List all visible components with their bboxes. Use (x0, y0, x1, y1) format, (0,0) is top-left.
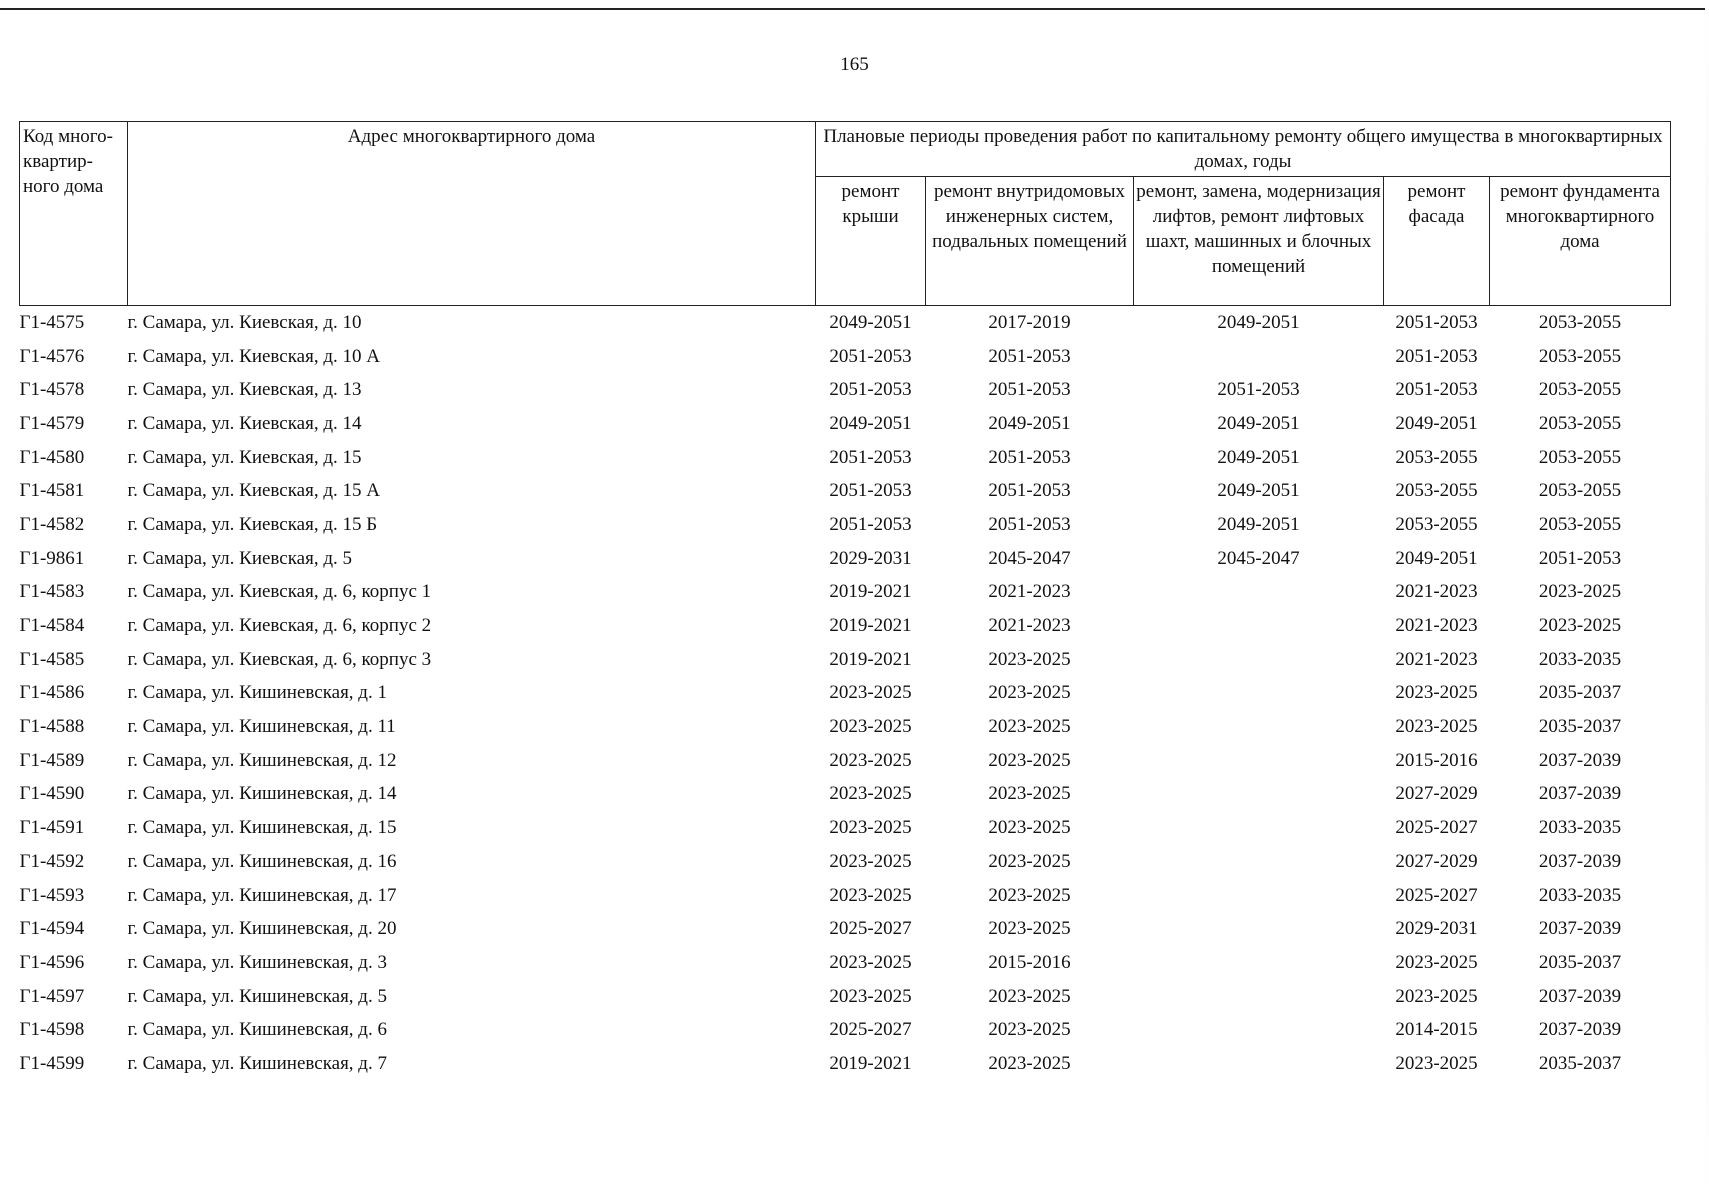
cell-facade: 2015-2016 (1395, 749, 1478, 771)
table-row (20, 407, 1671, 441)
table-row (20, 306, 1671, 340)
cell-address: г. Самара, ул. Кишиневская, д. 14 (127, 783, 397, 805)
cell-address: г. Самара, ул. Кишиневская, д. 1 (127, 682, 387, 704)
cell-address: г. Самара, ул. Киевская, д. 15 Б (127, 513, 378, 535)
cell-address: г. Самара, ул. Кишиневская, д. 5 (127, 985, 387, 1007)
cell-roof: 2029-2031 (829, 547, 912, 569)
cell-roof: 2049-2051 (829, 412, 912, 434)
cell-code: Г1-4576 (19, 345, 85, 367)
cell-code: Г1-4596 (19, 951, 85, 973)
cell-elevators (1134, 778, 1384, 812)
cell-code: Г1-4581 (19, 480, 85, 502)
cell-foundation: 2037-2039 (1538, 749, 1622, 771)
table-row (20, 710, 1671, 744)
cell-engineering: 2023-2025 (988, 1052, 1071, 1074)
cell-code: Г1-4579 (19, 412, 85, 434)
cell-code: Г1-4590 (19, 783, 85, 805)
cell-address: г. Самара, ул. Киевская, д. 13 (127, 379, 362, 401)
cell-facade: 2053-2055 (1395, 513, 1478, 535)
cell-facade: 2049-2051 (1395, 412, 1478, 434)
table-row (20, 373, 1671, 407)
cell-address: г. Самара, ул. Киевская, д. 14 (127, 412, 362, 434)
cell-foundation: 2037-2039 (1538, 850, 1622, 872)
cell-roof: 2051-2053 (829, 513, 912, 535)
cell-foundation: 2035-2037 (1538, 716, 1622, 738)
table-row (20, 542, 1671, 576)
cell-facade: 2051-2053 (1395, 311, 1478, 333)
cell-address: г. Самара, ул. Киевская, д. 6, корпус 1 (127, 581, 432, 603)
cell-engineering: 2049-2051 (988, 412, 1071, 434)
cell-roof: 2025-2027 (829, 918, 912, 940)
cell-foundation: 2053-2055 (1538, 446, 1622, 468)
cell-facade: 2049-2051 (1395, 547, 1478, 569)
cell-address: г. Самара, ул. Киевская, д. 15 А (127, 480, 380, 502)
scan-edge (1705, 0, 1709, 1200)
cell-elevators (1134, 946, 1384, 980)
cell-address: г. Самара, ул. Кишиневская, д. 3 (127, 951, 387, 973)
cell-code: Г1-4591 (19, 817, 85, 839)
cell-code: Г1-4589 (19, 749, 85, 771)
cell-address: г. Самара, ул. Киевская, д. 6, корпус 3 (127, 648, 432, 670)
cell-facade: 2027-2029 (1395, 783, 1478, 805)
cell-foundation: 2053-2055 (1538, 480, 1622, 502)
cell-facade: 2023-2025 (1395, 951, 1478, 973)
header-periods-group: Плановые периоды проведения работ по капитальному ремонту общего имущества в многоквартирных домах, годы (816, 122, 1671, 177)
cell-code: Г1-4588 (19, 716, 85, 738)
cell-elevators (1134, 576, 1384, 610)
table-row (20, 576, 1671, 610)
cell-address: г. Самара, ул. Кишиневская, д. 16 (127, 850, 397, 872)
table-row (20, 879, 1671, 913)
table-row (20, 845, 1671, 879)
cell-address: г. Самара, ул. Кишиневская, д. 7 (127, 1052, 387, 1074)
cell-foundation: 2053-2055 (1538, 311, 1622, 333)
cell-foundation: 2051-2053 (1538, 547, 1622, 569)
cell-address: г. Самара, ул. Кишиневская, д. 6 (127, 1019, 387, 1041)
cell-foundation: 2023-2025 (1538, 581, 1622, 603)
cell-roof: 2019-2021 (829, 581, 912, 603)
table-row (20, 778, 1671, 812)
cell-code: Г1-4583 (19, 581, 85, 603)
cell-elevators (1134, 744, 1384, 778)
table-row (20, 677, 1671, 711)
cell-roof: 2019-2021 (829, 1052, 912, 1074)
cell-code: Г1-4597 (19, 985, 85, 1007)
cell-code: Г1-4578 (19, 379, 85, 401)
cell-elevators (1134, 710, 1384, 744)
cell-code: Г1-4585 (19, 648, 85, 670)
cell-roof: 2025-2027 (829, 1019, 912, 1041)
cell-roof: 2051-2053 (829, 446, 912, 468)
cell-engineering: 2051-2053 (988, 379, 1071, 401)
cell-address: г. Самара, ул. Киевская, д. 10 А (127, 345, 380, 367)
cell-engineering: 2017-2019 (988, 311, 1071, 333)
table-row (20, 912, 1671, 946)
table-body (20, 306, 1671, 1081)
cell-elevators: 2049-2051 (1217, 412, 1300, 434)
cell-facade: 2053-2055 (1395, 480, 1478, 502)
cell-code: Г1-4598 (19, 1019, 85, 1041)
cell-foundation: 2023-2025 (1538, 615, 1622, 637)
cell-facade: 2023-2025 (1395, 682, 1478, 704)
cell-address: г. Самара, ул. Кишиневская, д. 11 (127, 716, 396, 738)
cell-roof: 2019-2021 (829, 615, 912, 637)
table-row (20, 946, 1671, 980)
cell-roof: 2051-2053 (829, 379, 912, 401)
cell-roof: 2023-2025 (829, 951, 912, 973)
cell-code: Г1-4584 (19, 615, 85, 637)
cell-facade: 2021-2023 (1395, 581, 1478, 603)
cell-engineering: 2051-2053 (988, 513, 1071, 535)
cell-roof: 2023-2025 (829, 817, 912, 839)
cell-facade: 2051-2053 (1395, 345, 1478, 367)
cell-elevators: 2049-2051 (1217, 513, 1300, 535)
cell-foundation: 2037-2039 (1538, 985, 1622, 1007)
cell-elevators (1134, 811, 1384, 845)
cell-facade: 2025-2027 (1395, 817, 1478, 839)
cell-foundation: 2033-2035 (1538, 884, 1622, 906)
cell-roof: 2023-2025 (829, 850, 912, 872)
header-facade: ремонт фасада (1384, 177, 1490, 306)
cell-facade: 2029-2031 (1395, 918, 1478, 940)
cell-foundation: 2033-2035 (1538, 817, 1622, 839)
cell-elevators (1134, 845, 1384, 879)
cell-elevators (1134, 677, 1384, 711)
cell-engineering: 2051-2053 (988, 480, 1071, 502)
cell-elevators: 2049-2051 (1217, 446, 1300, 468)
cell-roof: 2023-2025 (829, 749, 912, 771)
cell-roof: 2023-2025 (829, 783, 912, 805)
cell-elevators: 2049-2051 (1217, 480, 1300, 502)
cell-elevators (1134, 340, 1384, 374)
cell-elevators (1134, 879, 1384, 913)
cell-roof: 2051-2053 (829, 480, 912, 502)
cell-code: Г1-9861 (19, 547, 85, 569)
cell-elevators (1134, 643, 1384, 677)
cell-foundation: 2053-2055 (1538, 379, 1622, 401)
cell-engineering: 2045-2047 (988, 547, 1071, 569)
cell-address: г. Самара, ул. Киевская, д. 10 (127, 311, 362, 333)
table-row (20, 609, 1671, 643)
cell-engineering: 2023-2025 (988, 1019, 1071, 1041)
cell-address: г. Самара, ул. Кишиневская, д. 15 (127, 817, 397, 839)
cell-engineering: 2023-2025 (988, 985, 1071, 1007)
cell-engineering: 2051-2053 (988, 345, 1071, 367)
table-row (20, 1013, 1671, 1047)
cell-engineering: 2023-2025 (988, 648, 1071, 670)
table-row (20, 1047, 1671, 1081)
cell-roof: 2019-2021 (829, 648, 912, 670)
cell-address: г. Самара, ул. Киевская, д. 15 (127, 446, 362, 468)
cell-engineering: 2023-2025 (988, 716, 1071, 738)
page-number: 165 (840, 54, 869, 75)
cell-facade: 2021-2023 (1395, 615, 1478, 637)
cell-facade: 2025-2027 (1395, 884, 1478, 906)
cell-foundation: 2037-2039 (1538, 918, 1622, 940)
cell-engineering: 2023-2025 (988, 884, 1071, 906)
top-rule (0, 8, 1709, 10)
cell-engineering: 2023-2025 (988, 918, 1071, 940)
table-row (20, 441, 1671, 475)
cell-code: Г1-4580 (19, 446, 85, 468)
table-row (20, 980, 1671, 1014)
cell-foundation: 2037-2039 (1538, 783, 1622, 805)
cell-roof: 2051-2053 (829, 345, 912, 367)
header-code: Код много-квартир-ного дома (20, 122, 128, 306)
cell-code: Г1-4582 (19, 513, 85, 535)
cell-elevators: 2049-2051 (1217, 311, 1300, 333)
cell-engineering: 2015-2016 (988, 951, 1071, 973)
cell-roof: 2023-2025 (829, 884, 912, 906)
cell-foundation: 2035-2037 (1538, 682, 1622, 704)
header-roof: ремонт крыши (816, 177, 926, 306)
cell-engineering: 2021-2023 (988, 581, 1071, 603)
cell-roof: 2023-2025 (829, 682, 912, 704)
cell-code: Г1-4586 (19, 682, 85, 704)
cell-engineering: 2023-2025 (988, 749, 1071, 771)
cell-facade: 2051-2053 (1395, 379, 1478, 401)
cell-code: Г1-4575 (19, 311, 85, 333)
cell-foundation: 2037-2039 (1538, 1019, 1622, 1041)
cell-elevators (1134, 980, 1384, 1014)
cell-address: г. Самара, ул. Кишиневская, д. 12 (127, 749, 397, 771)
cell-foundation: 2033-2035 (1538, 648, 1622, 670)
cell-elevators: 2045-2047 (1217, 547, 1300, 569)
cell-facade: 2023-2025 (1395, 1052, 1478, 1074)
cell-foundation: 2053-2055 (1538, 412, 1622, 434)
cell-address: г. Самара, ул. Кишиневская, д. 17 (127, 884, 397, 906)
header-elevators: ремонт, замена, модернизация лифтов, ремонт лифтовых шахт, машинных и блочных помещений (1134, 177, 1384, 306)
cell-elevators (1134, 609, 1384, 643)
cell-engineering: 2023-2025 (988, 850, 1071, 872)
cell-roof: 2049-2051 (829, 311, 912, 333)
cell-foundation: 2053-2055 (1538, 513, 1622, 535)
cell-engineering: 2021-2023 (988, 615, 1071, 637)
table-row (20, 340, 1671, 374)
cell-foundation: 2035-2037 (1538, 951, 1622, 973)
header-address: Адрес многоквартирного дома (128, 122, 816, 306)
cell-engineering: 2023-2025 (988, 783, 1071, 805)
cell-roof: 2023-2025 (829, 716, 912, 738)
table-row (20, 744, 1671, 778)
cell-facade: 2021-2023 (1395, 648, 1478, 670)
table-row (20, 643, 1671, 677)
cell-elevators: 2051-2053 (1217, 379, 1300, 401)
cell-foundation: 2053-2055 (1538, 345, 1622, 367)
cell-facade: 2023-2025 (1395, 716, 1478, 738)
cell-code: Г1-4599 (19, 1052, 85, 1074)
cell-address: г. Самара, ул. Киевская, д. 5 (127, 547, 353, 569)
table-row (20, 508, 1671, 542)
header-engineering: ремонт внутридомовых инженерных систем, подвальных помещений (926, 177, 1134, 306)
cell-engineering: 2023-2025 (988, 817, 1071, 839)
repair-plan-table (19, 121, 1671, 1081)
cell-address: г. Самара, ул. Киевская, д. 6, корпус 2 (127, 615, 432, 637)
cell-code: Г1-4592 (19, 850, 85, 872)
table-header (20, 122, 1671, 306)
cell-elevators (1134, 912, 1384, 946)
cell-engineering: 2023-2025 (988, 682, 1071, 704)
cell-facade: 2023-2025 (1395, 985, 1478, 1007)
cell-foundation: 2035-2037 (1538, 1052, 1622, 1074)
cell-address: г. Самара, ул. Кишиневская, д. 20 (127, 918, 397, 940)
cell-elevators (1134, 1013, 1384, 1047)
cell-elevators (1134, 1047, 1384, 1081)
cell-engineering: 2051-2053 (988, 446, 1071, 468)
table-row (20, 474, 1671, 508)
cell-facade: 2053-2055 (1395, 446, 1478, 468)
cell-code: Г1-4593 (19, 884, 85, 906)
cell-facade: 2027-2029 (1395, 850, 1478, 872)
table-row (20, 811, 1671, 845)
header-foundation: ремонт фундамента многоквартирного дома (1490, 177, 1671, 306)
cell-roof: 2023-2025 (829, 985, 912, 1007)
cell-code: Г1-4594 (19, 918, 85, 940)
cell-facade: 2014-2015 (1395, 1019, 1478, 1041)
